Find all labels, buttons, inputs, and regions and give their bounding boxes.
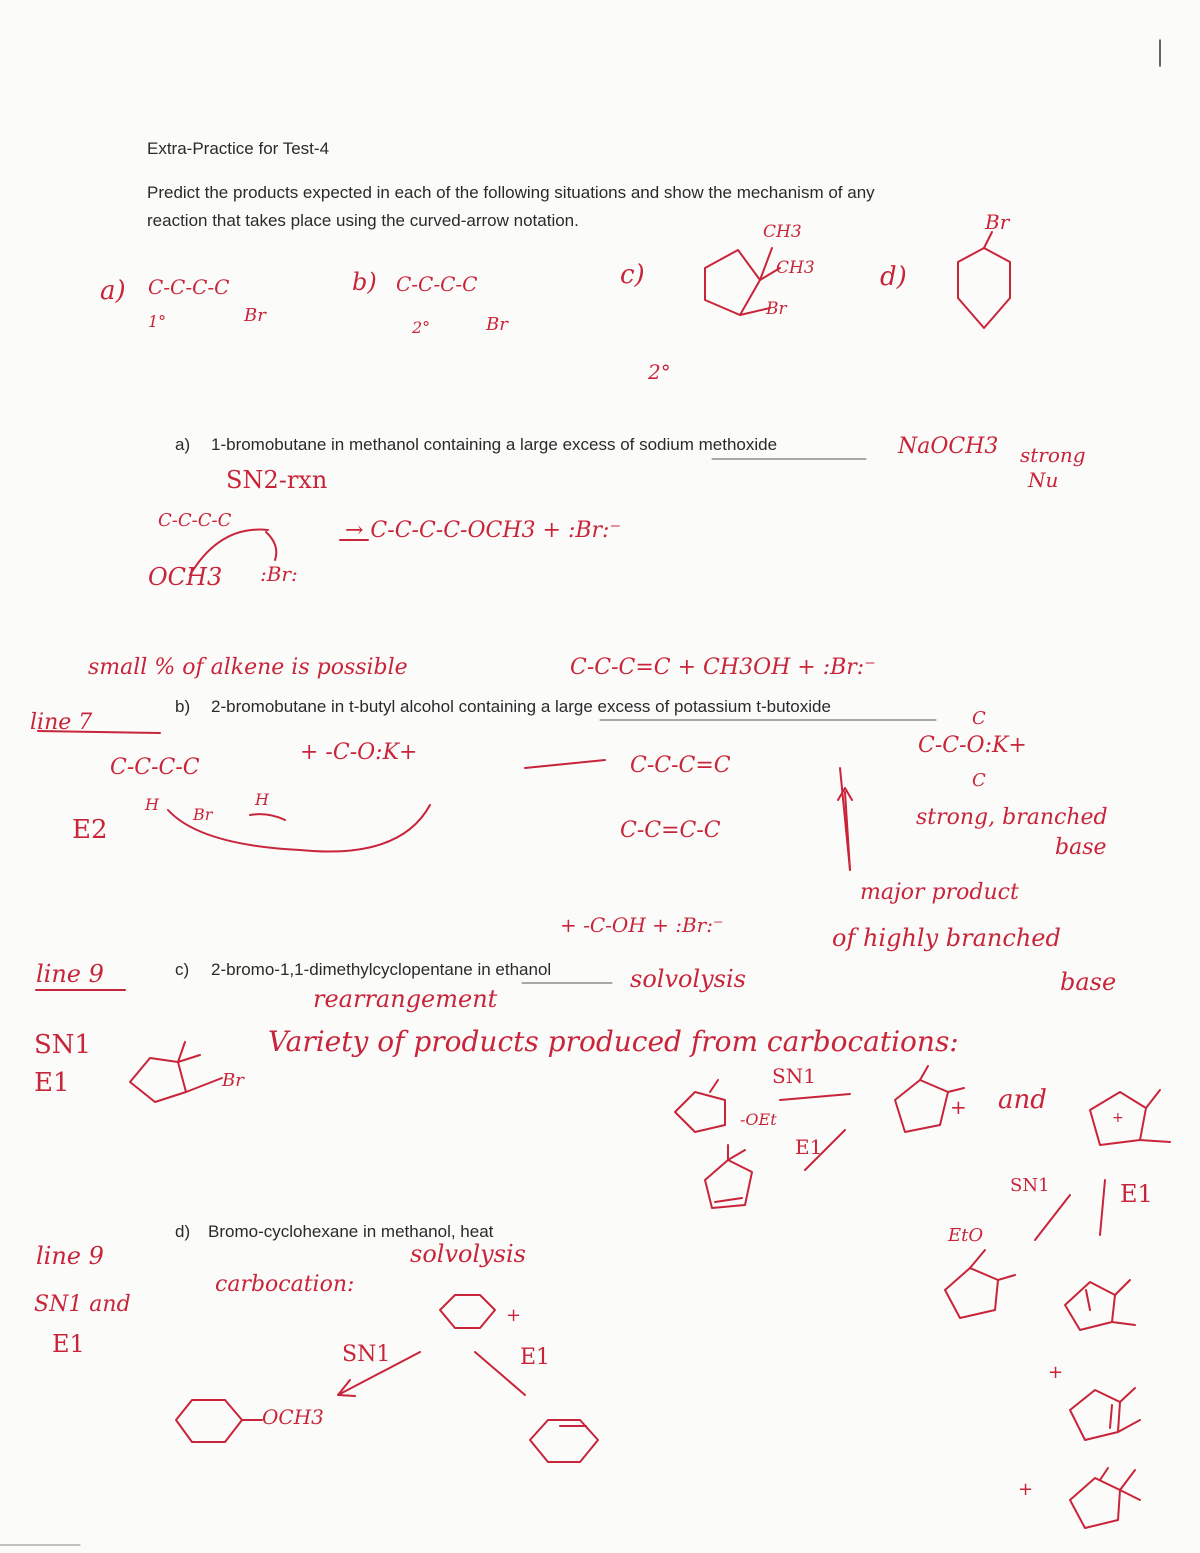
- top-c-ch3-a: CH3: [763, 222, 802, 242]
- c-rearrangement: rearrangement: [313, 985, 498, 1013]
- c-sn1-arrow-label: SN1: [772, 1064, 816, 1088]
- d-e1-arrow-label: E1: [520, 1345, 551, 1370]
- b-tbutoxide-top: C: [972, 708, 986, 729]
- svg-text:+: +: [1018, 1479, 1034, 1500]
- d-line-ref: line 9: [36, 1242, 104, 1270]
- d-och3: OCH3: [262, 1405, 324, 1429]
- d-solvolysis: solvolysis: [410, 1240, 526, 1268]
- top-a-br: Br: [244, 305, 266, 326]
- top-b-degree: 2°: [412, 318, 431, 337]
- top-a-chain: C-C-C-C: [148, 275, 230, 299]
- top-d-br: Br: [985, 210, 1010, 234]
- b-reaction-arrow: [525, 760, 605, 768]
- c-oet: -OEt: [740, 1110, 777, 1129]
- worksheet-title: Extra-Practice for Test-4: [147, 139, 330, 158]
- top-a-degree: 1°: [148, 312, 167, 331]
- top-d-cyclohexane: [958, 248, 1010, 328]
- c-e1-label: E1: [34, 1068, 70, 1098]
- d-plus-charge: +: [506, 1305, 522, 1326]
- b-tbutoxide-reagent: + -C-O:K+: [300, 740, 418, 765]
- b-h1: H: [145, 795, 159, 814]
- question-a-label: a): [175, 435, 191, 454]
- svg-text:+: +: [1048, 1362, 1064, 1383]
- b-line-ref: line 7: [30, 710, 93, 735]
- d-e1: E1: [52, 1330, 85, 1358]
- c-sn1-arrow: [780, 1094, 850, 1100]
- c-sn1-arrow-2: [1035, 1195, 1070, 1240]
- a-alkene-note: small % of alkene is possible: [88, 655, 408, 680]
- top-c-br: Br: [766, 299, 787, 319]
- c-starting-ring: [130, 1058, 186, 1102]
- c-sn1-label-2: SN1: [1010, 1175, 1050, 1196]
- instructions-line-2: reaction that takes place using the curved-arrow notation.: [147, 211, 579, 230]
- svg-text:+: +: [1112, 1110, 1124, 1126]
- b-major-line-1: major product: [860, 880, 1019, 905]
- top-c-ch3-b: CH3: [776, 258, 815, 278]
- c-eto: EtO: [948, 1225, 984, 1246]
- c-sn1-label: SN1: [34, 1030, 92, 1060]
- c-rearranged-ether-ring: [945, 1268, 998, 1318]
- a-curved-arrow-1: [190, 530, 268, 575]
- b-product-2: C-C=C-C: [620, 818, 721, 843]
- b-byproducts: + -C-OH + :Br:⁻: [560, 913, 724, 937]
- question-b-label: b): [175, 697, 191, 716]
- a-methoxide: OCH3: [148, 563, 223, 591]
- a-reagent: NaOCH3: [898, 434, 999, 459]
- c-variety-note: Variety of products produced from carbocations:: [268, 1025, 959, 1058]
- b-tbutoxide-struct: C-C-O:K+: [918, 733, 1027, 758]
- c-e1-arrow: [805, 1130, 845, 1170]
- top-c-degree: 2°: [648, 360, 671, 384]
- c-ether-product-ring: [675, 1092, 725, 1132]
- question-c-label: c): [175, 960, 190, 979]
- d-carbocation-ring: [440, 1295, 495, 1328]
- a-chain: C-C-C-C: [158, 510, 232, 531]
- c-plus: +: [950, 1095, 967, 1119]
- top-d-label: d): [880, 262, 907, 292]
- d-e1-arrow: [475, 1352, 525, 1395]
- top-c-label: c): [620, 260, 645, 290]
- c-line-ref: line 9: [36, 960, 104, 988]
- top-b-label: b): [352, 268, 377, 296]
- b-chain: C-C-C-C: [110, 755, 200, 780]
- b-e2-label: E2: [72, 815, 108, 845]
- top-c-cyclopentane: [705, 250, 760, 315]
- question-c-text: 2-bromo-1,1-dimethylcyclopentane in ethanol: [211, 960, 552, 979]
- b-strong-branched: strong, branched: [916, 805, 1108, 830]
- top-b-chain: C-C-C-C: [396, 272, 478, 296]
- d-sn1-arrow: [338, 1352, 420, 1395]
- question-a-text: 1-bromobutane in methanol containing a large excess of sodium methoxide: [211, 435, 778, 454]
- c-br: Br: [222, 1070, 244, 1091]
- a-bromide: :Br:: [260, 562, 298, 586]
- a-sn2-label: SN2-rxn: [226, 466, 328, 494]
- top-b-br: Br: [486, 314, 508, 335]
- question-b-text: 2-bromobutane in t-butyl alcohol containing a large excess of potassium t-butoxide: [211, 697, 831, 716]
- b-tbutoxide-bottom: C: [972, 770, 986, 791]
- question-d-label: d): [175, 1222, 191, 1241]
- b-major-line-3: base: [1060, 968, 1117, 996]
- a-product: → C-C-C-C-OCH3 + :Br:⁻: [345, 518, 622, 543]
- b-base-word: base: [1055, 835, 1107, 860]
- d-sn1-arrow-label: SN1: [342, 1342, 391, 1367]
- top-a-label: a): [100, 276, 126, 306]
- b-product-1: C-C-C=C: [630, 753, 731, 778]
- b-major-line-2: of highly branched: [832, 924, 1061, 952]
- question-d-text: Bromo-cyclohexane in methanol, heat: [208, 1222, 494, 1241]
- b-h2: H: [255, 790, 269, 809]
- c-e1-arrow-2: [1100, 1180, 1105, 1235]
- instructions-line-1: Predict the products expected in each of the following situations and show the mechanism of any: [147, 183, 875, 202]
- a-alkene-product: C-C-C=C + CH3OH + :Br:⁻: [570, 655, 876, 680]
- c-e1-label-2: E1: [1120, 1180, 1153, 1208]
- c-solvolysis: solvolysis: [630, 965, 746, 993]
- b-br: Br: [193, 805, 213, 824]
- c-alkene-ring-3: [1070, 1478, 1120, 1528]
- c-carbocation-ring: [895, 1080, 948, 1132]
- b-curved-arrow: [168, 805, 430, 852]
- c-e1-arrow-label: E1: [795, 1135, 823, 1159]
- d-sn1-and: SN1 and: [34, 1292, 131, 1317]
- d-ether-product-ring: [176, 1400, 242, 1442]
- a-curved-arrow-2: [266, 532, 276, 560]
- c-alkene-ring-2: [1070, 1390, 1120, 1440]
- a-strong: strong: [1020, 443, 1086, 467]
- c-and: and: [998, 1085, 1047, 1115]
- a-nu: Nu: [1028, 468, 1059, 492]
- d-carbocation-label: carbocation:: [215, 1272, 355, 1297]
